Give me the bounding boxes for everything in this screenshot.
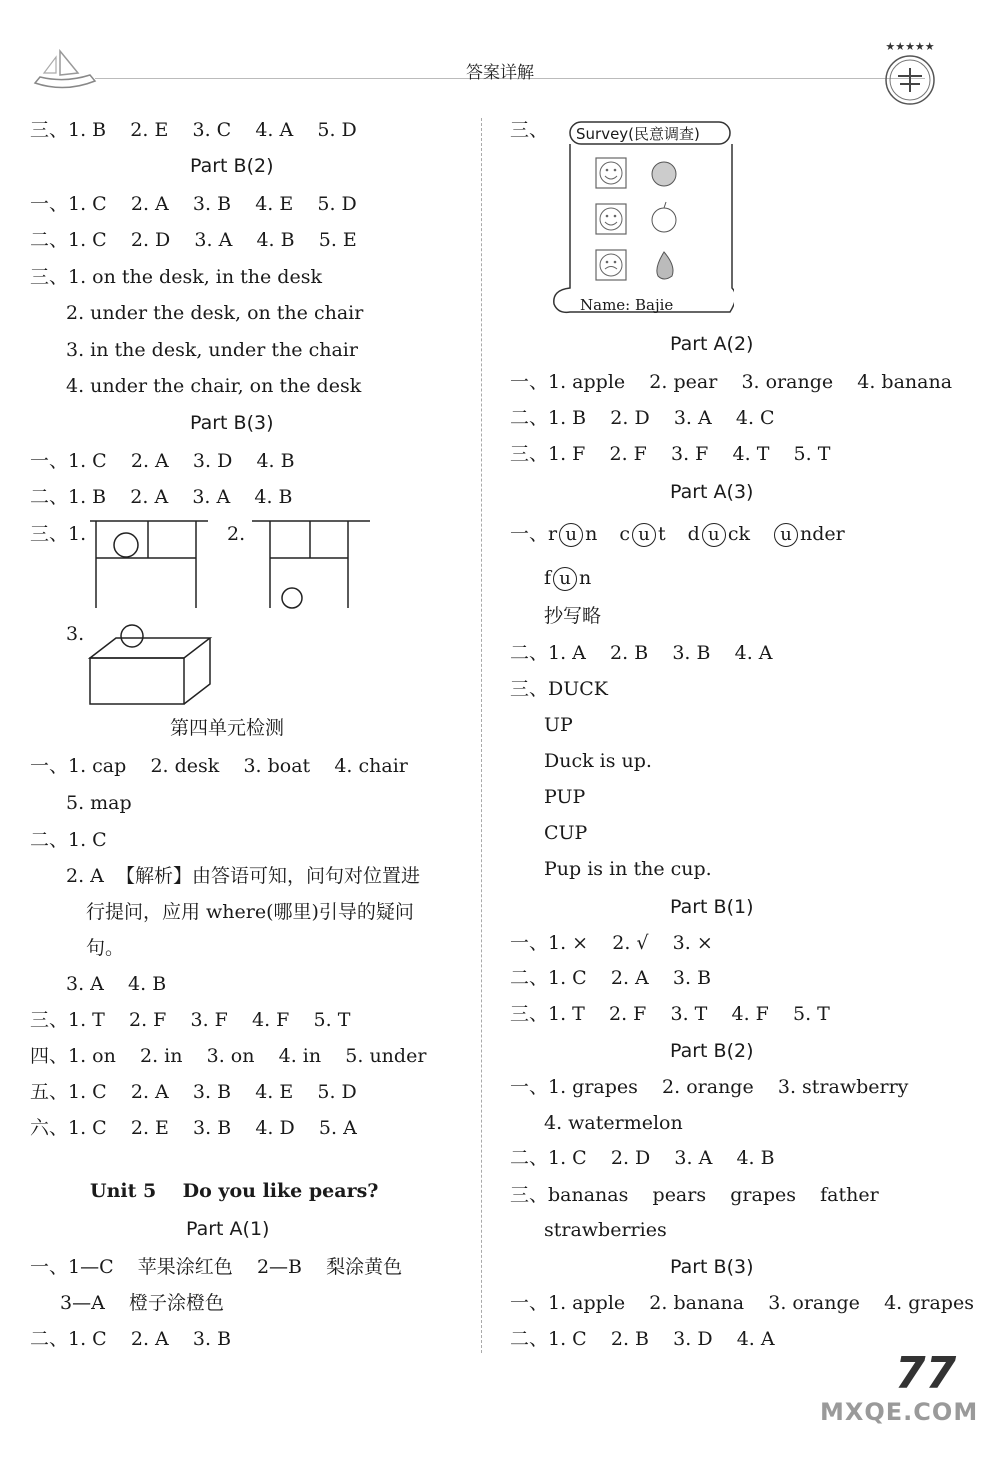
- column-divider: [481, 118, 482, 1353]
- left-text-line: 一、1—C 苹果涂红色 2—B 梨涂黄色: [30, 1256, 403, 1278]
- circle-word: [619, 523, 665, 545]
- left-text-line: 2. A 【解析】由答语可知，问句对位置进: [66, 865, 420, 887]
- left-text-line: 4. under the chair, on the desk: [66, 375, 362, 397]
- header-title: 答案详解: [466, 63, 534, 83]
- page-header: [0, 0, 1000, 110]
- right-text-line: Pup is in the cup.: [544, 858, 712, 880]
- right-text-line: Duck is up.: [544, 750, 652, 772]
- circled-letter: u: [553, 567, 577, 591]
- left-text-line: 2.: [227, 523, 246, 545]
- left-text-line: 三、1. on the desk, in the desk: [30, 266, 322, 288]
- left-text-line: 3.: [66, 623, 85, 645]
- left-text-line: 3. A 4. B: [66, 973, 167, 995]
- right-text-line: 三、DUCK: [510, 678, 608, 700]
- left-text-line: 2. under the desk, on the chair: [66, 302, 364, 324]
- left-text-line: 二、1. C: [30, 829, 107, 851]
- right-text-line: Part B(3): [670, 1256, 754, 1278]
- left-text-line: Part B(3): [190, 412, 274, 434]
- survey-question-label: 三、: [510, 119, 549, 141]
- question-label: 一、: [510, 523, 549, 545]
- circle-word: [548, 523, 597, 545]
- svg-text:★★★★★: ★★★★★: [885, 40, 935, 53]
- word-prefix: c: [619, 523, 631, 545]
- right-text-line: 二、1. C 2. B 3. D 4. A: [510, 1328, 775, 1350]
- right-text-line: UP: [544, 714, 573, 736]
- right-text-line: 二、1. C 2. D 3. A 4. B: [510, 1147, 775, 1169]
- circled-letter: u: [774, 523, 798, 547]
- desk-ball-under-figure: [252, 518, 372, 610]
- right-text-line: 一、1. × 2. √ 3. ×: [510, 932, 713, 954]
- circle-word: [688, 523, 750, 545]
- right-text-line: 三、1. T 2. F 3. T 4. F 5. T: [510, 1003, 830, 1025]
- right-text-line: 一、1. apple 2. banana 3. orange 4. grapes: [510, 1292, 974, 1314]
- survey-name: Name: Bajie: [580, 296, 674, 314]
- word-suffix: n: [585, 523, 598, 545]
- right-text-line: 三、bananas pears grapes father: [510, 1184, 879, 1206]
- left-text-line: 3—A 橙子涂橙色: [60, 1292, 224, 1314]
- left-text-line: 二、1. C 2. A 3. B: [30, 1328, 232, 1350]
- left-text-line: 二、1. C 2. D 3. A 4. B 5. E: [30, 229, 357, 251]
- word-suffix: t: [658, 523, 666, 545]
- right-text-line: 三、1. F 2. F 3. F 4. T 5. T: [510, 443, 831, 465]
- left-text-line: Part A(1): [186, 1218, 270, 1240]
- page-number: 77: [895, 1348, 957, 1399]
- circle-words-row: [510, 522, 867, 547]
- left-text-line: 3. in the desk, under the chair: [66, 339, 358, 361]
- left-text-line: Part B(2): [190, 155, 274, 177]
- circle-word: [772, 523, 845, 545]
- left-text-line: 四、1. on 2. in 3. on 4. in 5. under: [30, 1045, 427, 1067]
- right-text-line: Part A(3): [670, 481, 754, 503]
- left-text-line: 行提问，应用 where(哪里)引导的疑问: [86, 901, 414, 923]
- circled-letter: u: [632, 523, 656, 547]
- right-text-line: 二、1. B 2. D 3. A 4. C: [510, 407, 775, 429]
- left-text-line: 三、1.: [30, 523, 87, 545]
- left-text-line: 5. map: [66, 792, 132, 814]
- left-text-line: 三、1. T 2. F 3. F 4. F 5. T: [30, 1009, 351, 1031]
- left-text-line: 句。: [86, 937, 125, 959]
- left-text-line: 一、1. C 2. A 3. B 4. E 5. D: [30, 193, 357, 215]
- word-suffix: n: [579, 567, 592, 589]
- circle-words-row-2: [544, 566, 613, 591]
- circle-word: [544, 567, 591, 589]
- desk-ball-on-figure: [90, 518, 210, 610]
- word-prefix: d: [687, 523, 700, 545]
- right-text-line: 二、1. A 2. B 3. B 4. A: [510, 642, 773, 664]
- left-text-line: Unit 5 Do you like pears?: [90, 1180, 379, 1202]
- left-text-line: 第四单元检测: [170, 717, 285, 739]
- left-text-line: 一、1. C 2. A 3. D 4. B: [30, 450, 295, 472]
- right-text-line: 一、1. apple 2. pear 3. orange 4. banana: [510, 371, 953, 393]
- right-text-line: 4. watermelon: [544, 1112, 683, 1134]
- right-text-line: 抄写略: [544, 605, 602, 627]
- right-text-line: 一、1. grapes 2. orange 3. strawberry: [510, 1076, 909, 1098]
- left-text-line: 六、1. C 2. E 3. B 4. D 5. A: [30, 1117, 357, 1139]
- right-text-line: strawberries: [544, 1219, 667, 1241]
- right-text-line: 二、1. C 2. A 3. B: [510, 967, 712, 989]
- circled-letter: u: [559, 523, 583, 547]
- right-text-line: PUP: [544, 786, 586, 808]
- left-text-line: 一、1. cap 2. desk 3. boat 4. chair: [30, 755, 408, 777]
- word-prefix: f: [544, 567, 552, 589]
- right-text-line: Part A(2): [670, 333, 754, 355]
- word-suffix: ck: [727, 523, 750, 545]
- left-text-line: 二、1. B 2. A 3. A 4. B: [30, 486, 293, 508]
- word-prefix: r: [548, 523, 558, 545]
- right-text-line: Part B(1): [670, 896, 754, 918]
- box-ball-on-figure: [86, 618, 216, 708]
- left-text-line: 五、1. C 2. A 3. B 4. E 5. D: [30, 1081, 357, 1103]
- right-text-line: Part B(2): [670, 1040, 754, 1062]
- right-text-line: CUP: [544, 822, 588, 844]
- circled-letter: u: [702, 523, 726, 547]
- survey-title: Survey(民意调查): [576, 125, 700, 143]
- word-suffix: nder: [799, 523, 845, 545]
- left-text-line: 三、1. B 2. E 3. C 4. A 5. D: [30, 119, 357, 141]
- site-watermark: MXQE.COM: [820, 1398, 979, 1426]
- brand-badge-icon: [870, 38, 950, 108]
